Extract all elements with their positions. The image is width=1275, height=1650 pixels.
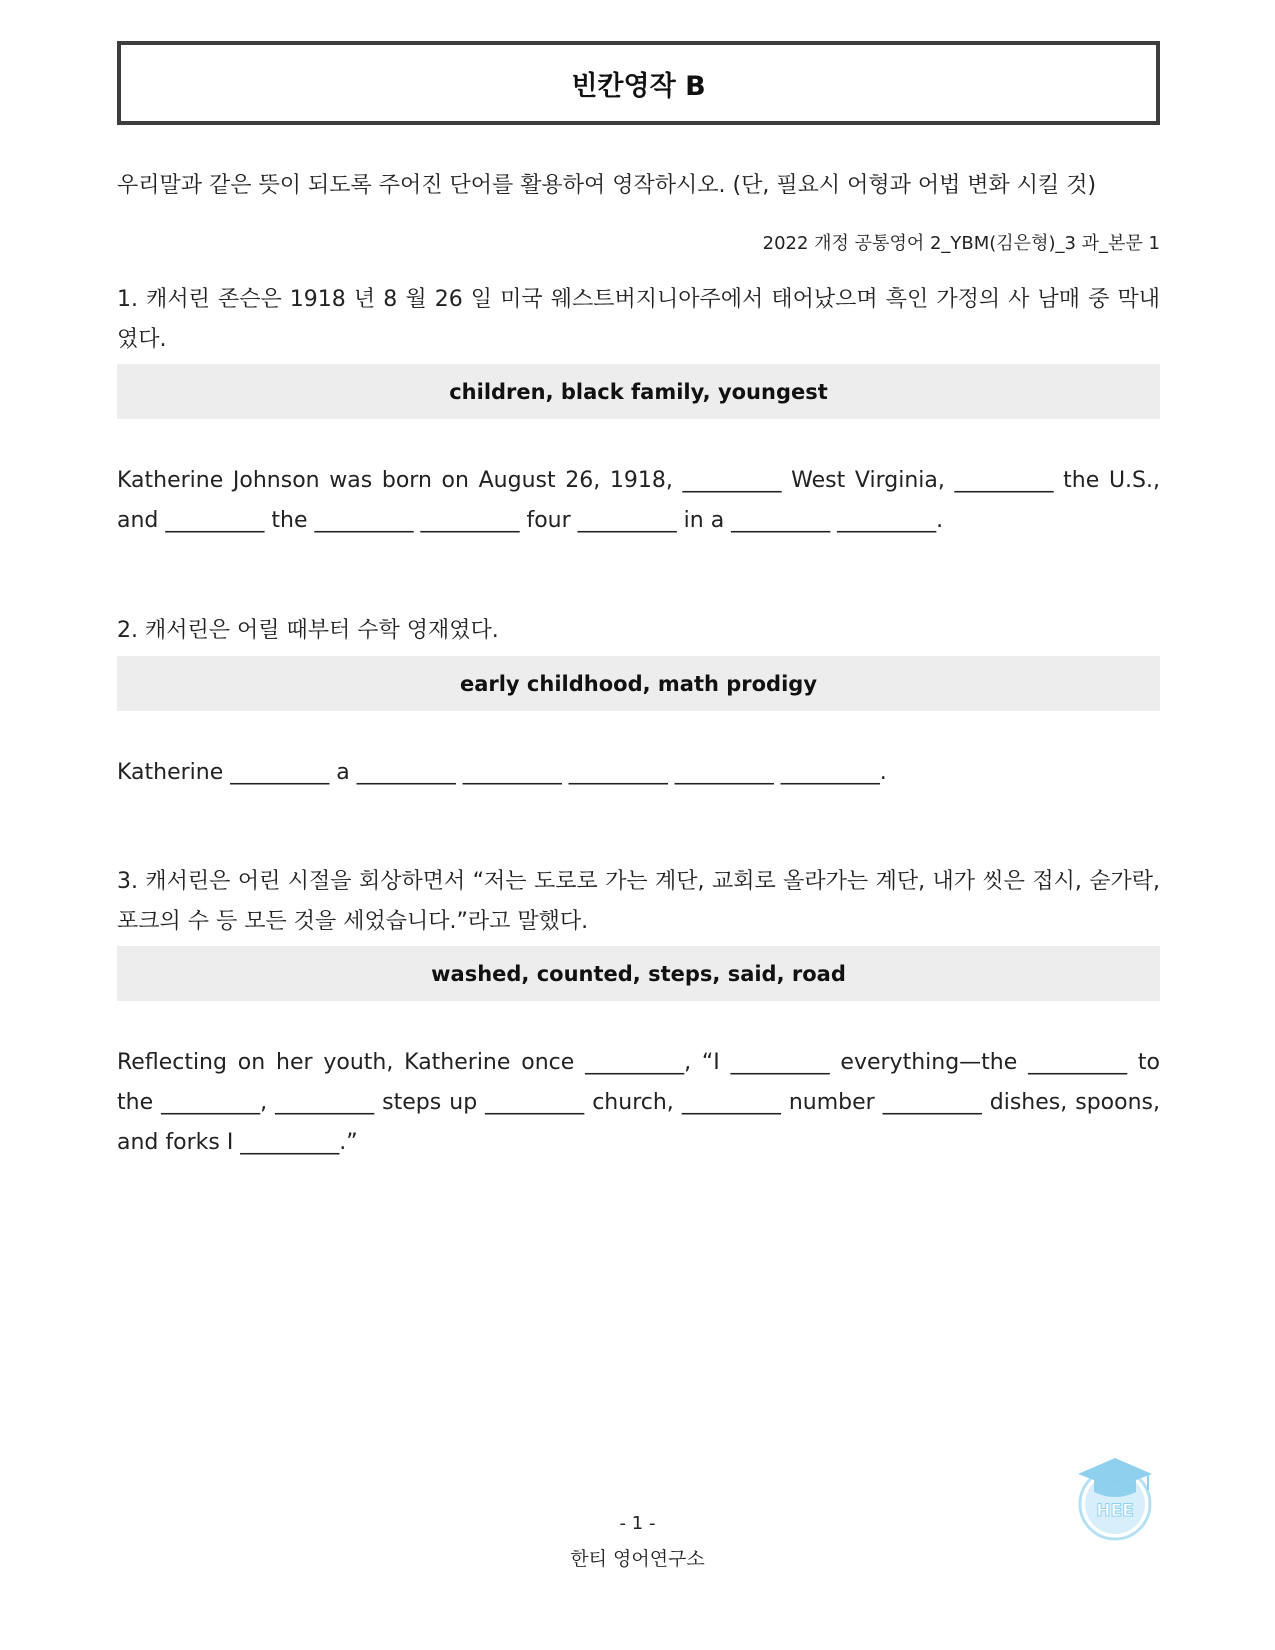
question-2 [117,611,1160,793]
logo-text: HEE [1096,1501,1134,1521]
source-label: 2022 개정 공통영어 2_YBM(김은형)_3 과_본문 1 [762,233,1160,254]
question-korean: 3. 캐서린은 어린 시절을 회상하면서 “저는 도로로 가는 계단, 교회로 올라가는 계단, 내가 씻은 접시, 숟가락, 포크의 수 등 모든 것을 세었습니다.”라고 말했다. [117,869,1160,934]
page-title: 빈칸영작 B [571,70,706,102]
title-box [117,41,1160,125]
answer-blank-text: Katherine _________ a _________ _________ _________ _________ _________. [117,760,887,785]
hint-box: children, black family, youngest [117,364,1160,419]
question-korean: 2. 캐서린은 어릴 때부터 수학 영재였다. [117,618,499,643]
answer-blank-text: Katherine Johnson was born on August 26, 1918, _________ West Virginia, _________ the U.S., and _________ the _________ _________ four _________ in a _________ _________. [117,468,1160,533]
page-number: - 1 - [619,1513,656,1534]
hint-box: washed, counted, steps, said, road [117,946,1160,1001]
hint-box: early childhood, math prodigy [117,656,1160,711]
instruction-text: 우리말과 같은 뜻이 되도록 주어진 단어를 활용하여 영작하시오. (단, 필요시 어형과 어법 변화 시킬 것) [117,173,1097,198]
answer-blank-text: Reflecting on her youth, Katherine once _________, “I _________ everything—the _________ to the _________, _________ steps up _________ church, _________ number _________ dishes, spoons, and forks I _________.” [117,1050,1160,1155]
question-korean: 1. 캐서린 존슨은 1918 년 8 월 26 일 미국 웨스트버지니아주에서 태어났으며 흑인 가정의 사 남매 중 막내였다. [117,287,1160,352]
question-3 [117,862,1160,1163]
question-1 [117,280,1160,541]
footer-organization: 한티 영어연구소 [570,1548,705,1570]
